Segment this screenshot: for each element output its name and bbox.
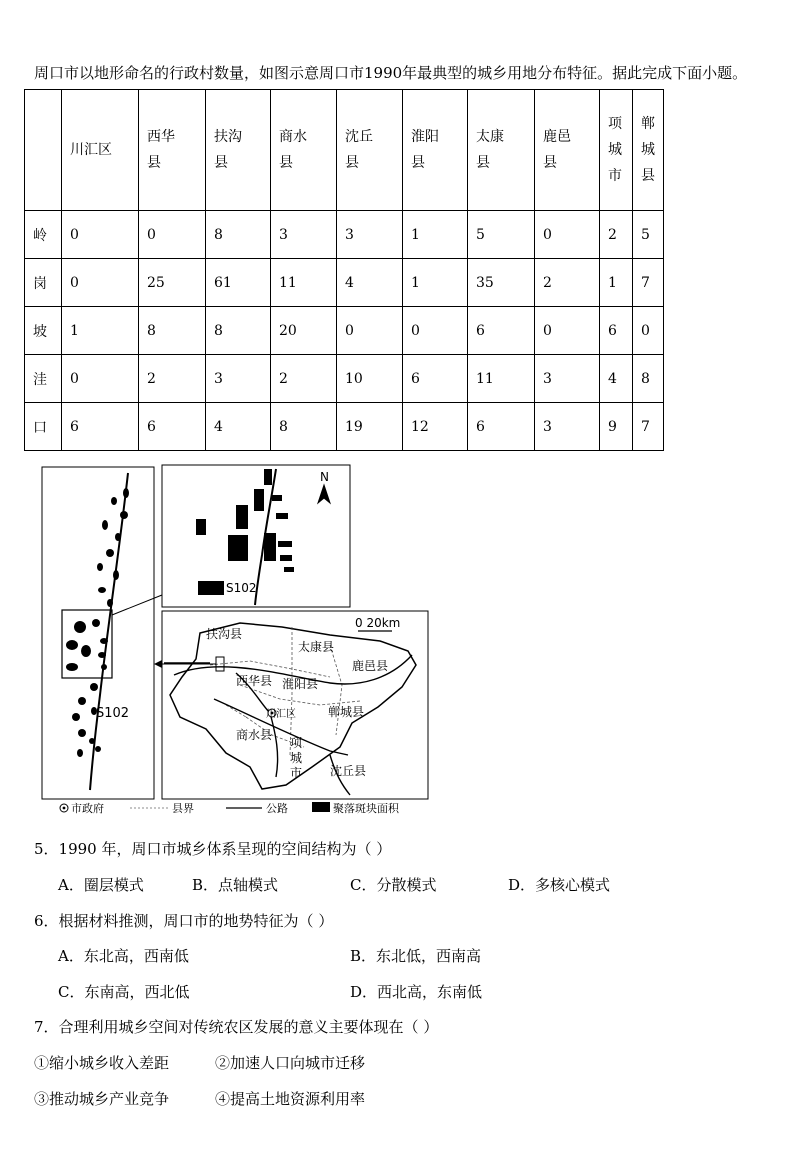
- header-cell: 项 城 市: [600, 90, 633, 211]
- table-cell: 6: [139, 403, 206, 451]
- table-cell: 8: [633, 355, 664, 403]
- county-label: 城: [290, 751, 303, 765]
- county-label: 项: [290, 736, 303, 750]
- table-cell: 6: [468, 307, 535, 355]
- table-cell: 0: [535, 307, 600, 355]
- table-cell: 2: [600, 211, 633, 259]
- village-table: [24, 89, 664, 451]
- question-6: 6．根据材料推测，周口市的地势特征为（ ）: [34, 912, 334, 930]
- table-cell: 8: [139, 307, 206, 355]
- north-arrow-icon: [318, 470, 330, 503]
- row-label: 岗: [25, 259, 62, 307]
- option-d[interactable]: D．多核心模式: [508, 876, 611, 894]
- county-label: 太康县: [298, 640, 335, 654]
- option-b[interactable]: B．点轴模式: [192, 876, 279, 894]
- table-cell: 25: [139, 259, 206, 307]
- option-c[interactable]: C．东南高，西北低: [58, 983, 190, 1001]
- legend-label: 公路: [266, 802, 288, 815]
- table-cell: 5: [633, 211, 664, 259]
- table-cell: 0: [633, 307, 664, 355]
- option-c[interactable]: C．分散模式: [350, 876, 437, 894]
- table-cell: 3: [535, 355, 600, 403]
- settlement-map-figure: [0, 455, 460, 820]
- table-cell: 6: [468, 403, 535, 451]
- legend-label: 聚落斑块面积: [333, 802, 399, 815]
- north-label: N: [320, 470, 329, 484]
- header-cell: 商水 县: [271, 90, 337, 211]
- table-cell: 10: [337, 355, 403, 403]
- county-label: 鹿邑县: [352, 659, 389, 673]
- table-row: [25, 211, 664, 259]
- table-cell: 8: [271, 403, 337, 451]
- header-cell: 沈丘 县: [337, 90, 403, 211]
- table-cell: 11: [271, 259, 337, 307]
- county-label: 市: [290, 766, 303, 780]
- table-cell: 4: [600, 355, 633, 403]
- table-cell: 4: [337, 259, 403, 307]
- table-cell: 20: [271, 307, 337, 355]
- table-cell: 1: [403, 211, 468, 259]
- table-cell: 6: [62, 403, 139, 451]
- table-cell: 12: [403, 403, 468, 451]
- table-cell: 8: [206, 307, 271, 355]
- table-cell: 9: [600, 403, 633, 451]
- table-cell: 0: [139, 211, 206, 259]
- question-7: 7．合理利用城乡空间对传统农区发展的意义主要体现在（ ）: [34, 1018, 439, 1036]
- intro-text: 周口市以地形命名的行政村数量，如图示意周口市1990年最典型的城乡用地分布特征。据此完成下面小题。: [34, 64, 748, 82]
- county-boundaries: [210, 627, 360, 755]
- statement-3: ③推动城乡产业竞争: [34, 1090, 170, 1108]
- statement-4: ④提高土地资源利用率: [215, 1090, 366, 1108]
- table-cell: 2: [535, 259, 600, 307]
- table-row: [25, 259, 664, 307]
- table-cell: 5: [468, 211, 535, 259]
- header-cell: 扶沟 县: [206, 90, 271, 211]
- table-cell: 0: [403, 307, 468, 355]
- county-label: 扶沟县: [206, 627, 243, 641]
- table-cell: 3: [271, 211, 337, 259]
- table-cell: 0: [62, 355, 139, 403]
- settlement-legend-swatch: [312, 802, 330, 812]
- county-label: 郸城县: [328, 705, 365, 719]
- table-cell: 1: [62, 307, 139, 355]
- header-cell: 郸 城 县: [633, 90, 664, 211]
- table-row: [25, 403, 664, 451]
- s102-label-inset: S102: [226, 581, 257, 595]
- header-cell: 鹿邑 县: [535, 90, 600, 211]
- map-legend: [60, 801, 400, 815]
- table-cell: 7: [633, 259, 664, 307]
- table-row: [25, 307, 664, 355]
- option-b[interactable]: B．东北低，西南高: [350, 947, 482, 965]
- table-cell: 61: [206, 259, 271, 307]
- table-cell: 4: [206, 403, 271, 451]
- table-cell: 7: [633, 403, 664, 451]
- legend-dot: [63, 807, 66, 810]
- row-label: 坡: [25, 307, 62, 355]
- table-cell: 2: [139, 355, 206, 403]
- table-cell: 3: [535, 403, 600, 451]
- locator-arrow-head-icon: [154, 660, 162, 668]
- header-corner: [25, 90, 62, 211]
- table-cell: 19: [337, 403, 403, 451]
- table-cell: 0: [535, 211, 600, 259]
- row-label: 洼: [25, 355, 62, 403]
- row-label: 岭: [25, 211, 62, 259]
- table-cell: 6: [600, 307, 633, 355]
- option-a[interactable]: A．东北高，西南低: [58, 947, 189, 965]
- table-cell: 1: [600, 259, 633, 307]
- header-cell: 淮阳 县: [403, 90, 468, 211]
- table-cell: 3: [337, 211, 403, 259]
- highways: [164, 655, 412, 795]
- header-cell: 太康 县: [468, 90, 535, 211]
- table-cell: 0: [62, 211, 139, 259]
- statement-2: ②加速人口向城市迁移: [215, 1054, 366, 1072]
- table-cell: 1: [403, 259, 468, 307]
- s102-label-left: S102: [96, 706, 130, 721]
- table-cell: 8: [206, 211, 271, 259]
- question-5: 5．1990 年，周口市城乡体系呈现的空间结构为（ ）: [34, 840, 392, 858]
- county-label: 淮阳县: [282, 677, 319, 691]
- county-label: 沈丘县: [330, 764, 367, 778]
- header-cell: 西华 县: [139, 90, 206, 211]
- table-cell: 35: [468, 259, 535, 307]
- table-cell: 0: [337, 307, 403, 355]
- table-cell: 6: [403, 355, 468, 403]
- legend-label: 市政府: [71, 802, 104, 815]
- s102-road-left: [90, 473, 128, 790]
- table-cell: 3: [206, 355, 271, 403]
- table-cell: 0: [62, 259, 139, 307]
- table-cell: 11: [468, 355, 535, 403]
- option-d[interactable]: D．西北高，东南低: [350, 983, 483, 1001]
- table-cell: 2: [271, 355, 337, 403]
- table-header-row: [25, 90, 664, 211]
- county-label: 西华县: [236, 674, 273, 688]
- legend-label: 县界: [172, 802, 194, 815]
- header-cell: 川汇区: [62, 90, 139, 211]
- county-label: 商水县: [236, 728, 273, 742]
- row-label: 口: [25, 403, 62, 451]
- table-row: [25, 355, 664, 403]
- option-a[interactable]: A．圈层模式: [58, 876, 144, 894]
- county-label: 川汇区: [266, 709, 296, 720]
- statement-1: ①缩小城乡收入差距: [34, 1054, 170, 1072]
- settlement-patches-inset: [196, 469, 294, 595]
- scale-label: 0 20km: [355, 616, 401, 630]
